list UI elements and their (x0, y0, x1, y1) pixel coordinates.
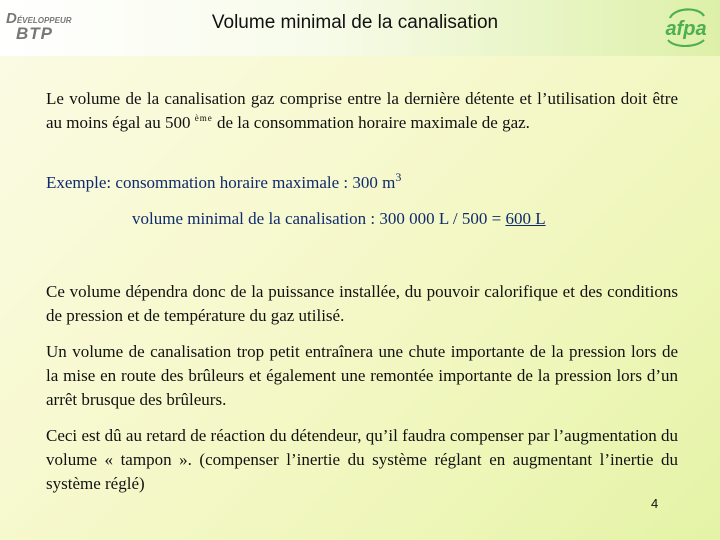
svg-text:afpa: afpa (665, 18, 707, 40)
example-line: Exemple: consommation horaire maximale : 300 $m^3$ (46, 170, 402, 192)
consequence-paragraph: Un volume de canalisation trop petit entraînera une chute importante de la pression lors de la mise en route des brûleurs et également une remontée importante de la pression lors d’un arrêt brusque des brûleurs. (46, 342, 678, 409)
example-calculation: volume minimal de la canalisation : 300 000 L / 500 = 600 L (132, 209, 546, 228)
slide-title: Volume minimal de la canalisation (211, 12, 499, 33)
afpa-logo (660, 4, 712, 50)
example-result: 600 L (505, 209, 546, 228)
page-number: 4 (651, 496, 659, 511)
slide-header (0, 0, 720, 56)
intro-paragraph: Le volume de la canalisation gaz comprise entre la dernière détente et l’utilisation doit être au moins égal au 500 $^{ème}$ de la consommation horaire maximale de gaz. (46, 89, 678, 132)
explanation-paragraph: Ceci est dû au retard de réaction du détendeur, qu’il faudra compenser par l’augmentation du volume « tampon ». (compenser l’inertie du système réglant en augmentant l’inertie du système réglé) (46, 426, 678, 493)
developpeur-btp-logo: DÉVELOPPEUR BTP (6, 10, 72, 43)
dependency-paragraph: Ce volume dépendra donc de la puissance installée, du pouvoir calorifique et des conditions de pression et de température du gaz utilisé. (46, 282, 678, 325)
